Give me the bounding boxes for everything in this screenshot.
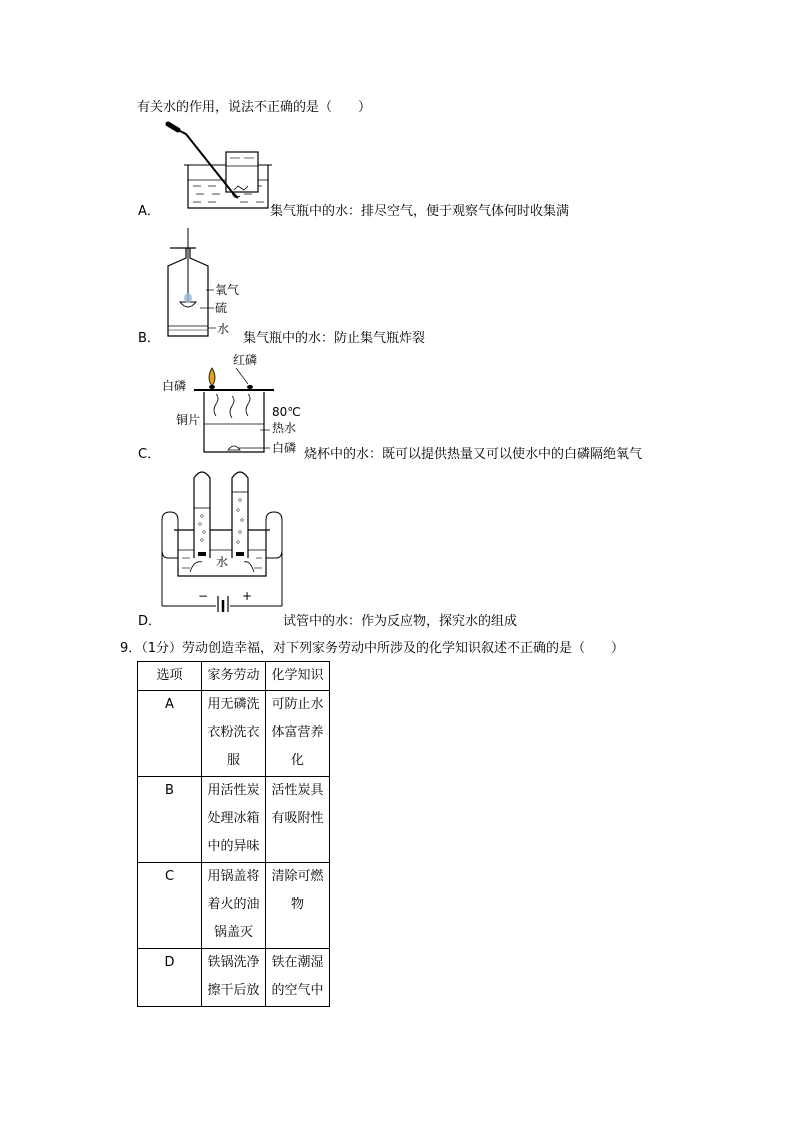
water-electrolysis-figure — [160, 462, 285, 612]
label-white-phosphorus-top: 白磷 — [162, 379, 187, 393]
option-a-text: 集气瓶中的水：排尽空气，便于观察气体何时收集满 — [270, 204, 570, 219]
table-row — [138, 863, 330, 949]
table-cell-knowledge: 铁在潮湿 的空气中 — [266, 949, 330, 1007]
table-row — [138, 691, 330, 777]
option-c-text: 烧杯中的水：既可以提供热量又可以使水中的白磷隔绝氧气 — [304, 447, 643, 462]
table-cell-knowledge: 可防止水 体富营养 化 — [266, 691, 330, 777]
table-cell-labor: 用无磷洗 衣粉洗衣 服 — [202, 691, 266, 777]
phosphorus-combustion-figure — [160, 350, 310, 460]
table-row — [138, 949, 330, 1007]
question-9-stem: 9．（1分）劳动创造幸福，对下列家务劳动中所涉及的化学知识叙述不正确的是（ ） — [120, 641, 625, 656]
table-cell-option: D — [138, 949, 202, 1007]
option-d-letter: D． — [138, 614, 162, 629]
label-water: 水 — [217, 322, 230, 336]
table-cell-labor: 用锅盖将 着火的油 锅盖灭 — [202, 863, 266, 949]
label-copper-sheet: 铜片 — [176, 413, 201, 427]
label-water-d: 水 — [216, 555, 229, 569]
label-minus: − — [198, 589, 209, 603]
table-row — [138, 777, 330, 863]
option-d-text: 试管中的水：作为反应物，探究水的组成 — [283, 614, 518, 629]
table-cell-labor: 铁锅洗净 擦干后放 — [202, 949, 266, 1007]
option-c-letter: C． — [138, 447, 161, 462]
label-hot-water: 热水 — [272, 421, 297, 435]
table-header-knowledge: 化学知识 — [266, 662, 330, 691]
table-cell-labor: 用活性炭 处理冰箱 中的异味 — [202, 777, 266, 863]
water-trough-gas-collection-figure — [160, 120, 272, 220]
table-cell-option: C — [138, 863, 202, 949]
table-header-option: 选项 — [138, 662, 202, 691]
option-b-letter: B． — [138, 331, 160, 346]
question-9-table — [137, 661, 330, 1007]
table-cell-knowledge: 活性炭具 有吸附性 — [266, 777, 330, 863]
sulfur-burning-bottle-figure — [160, 222, 250, 344]
question-8-stem: 有关水的作用，说法不正确的是（ ） — [137, 100, 372, 115]
table-header-row — [138, 662, 330, 691]
label-80c: 80℃ — [272, 405, 301, 419]
label-red-phosphorus: 红磷 — [233, 353, 258, 367]
table-cell-option: A — [138, 691, 202, 777]
label-white-phosphorus-water: 白磷 — [272, 441, 297, 455]
table-cell-option: B — [138, 777, 202, 863]
label-plus: + — [242, 589, 253, 603]
table-cell-knowledge: 清除可燃 物 — [266, 863, 330, 949]
option-b-text: 集气瓶中的水：防止集气瓶炸裂 — [243, 331, 426, 346]
table-header-labor: 家务劳动 — [202, 662, 266, 691]
label-sulfur: 硫 — [215, 301, 228, 315]
label-oxygen: 氧气 — [215, 283, 240, 297]
option-a-letter: A． — [138, 204, 160, 219]
